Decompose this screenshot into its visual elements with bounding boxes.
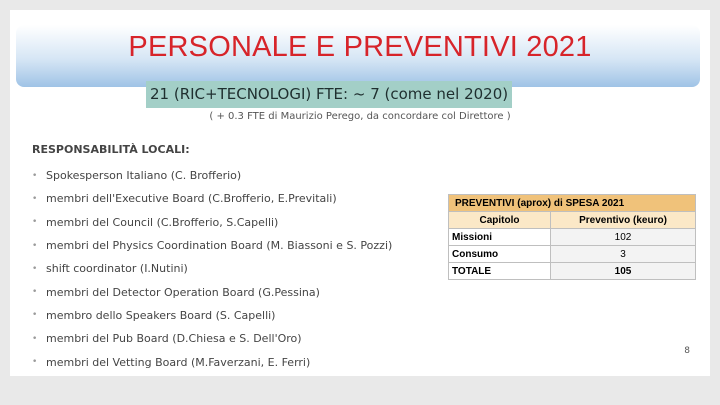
list-item: • membri del Vetting Board (M.Faverzani, E. Ferri): [32, 355, 311, 369]
table-row: [449, 246, 696, 263]
table-row: [449, 263, 696, 280]
row-label: TOTALE: [449, 263, 551, 280]
responsibilities-list: [32, 164, 392, 374]
row-label: Missioni: [449, 229, 551, 246]
fte-note: ( + 0.3 FTE di Maurizio Perego, da concordare col Direttore ): [209, 111, 511, 122]
bullet-icon: •: [32, 333, 38, 344]
column-header-capitolo: Capitolo: [449, 212, 551, 229]
responsibilities-heading: RESPONSABILITÀ LOCALI:: [32, 143, 190, 156]
bullet-icon: •: [32, 170, 38, 181]
bullet-icon: •: [32, 240, 38, 251]
row-value: 105: [551, 263, 696, 280]
table-header-row: [449, 212, 696, 229]
list-item: • membri del Council (C.Brofferio, S.Capelli): [32, 215, 279, 229]
page-number: 8: [684, 346, 690, 356]
list-item: • membri del Physics Coordination Board (M. Biassoni e S. Pozzi): [32, 239, 393, 253]
list-item: • shift coordinator (I.Nutini): [32, 262, 188, 276]
bullet-icon: •: [32, 287, 38, 298]
list-item: • membri dell'Executive Board (C.Brofferio, E.Previtali): [32, 192, 337, 206]
list-item: • Spokesperson Italiano (C. Brofferio): [32, 169, 242, 183]
budget-caption: PREVENTIVI (aprox) di SPESA 2021: [449, 195, 696, 212]
bullet-icon: •: [32, 357, 38, 368]
table-caption-row: [449, 195, 696, 212]
row-label: Consumo: [449, 246, 551, 263]
list-item: • membro dello Speakers Board (S. Capelli): [32, 308, 276, 322]
row-value: 102: [551, 229, 696, 246]
slide: [10, 10, 710, 376]
list-item: • membri del Pub Board (D.Chiesa e S. Dell'Oro): [32, 332, 302, 346]
bullet-icon: •: [32, 193, 38, 204]
bullet-icon: •: [32, 310, 38, 321]
bullet-icon: •: [32, 263, 38, 274]
fte-highlight: 21 (RIC+TECNOLOGI) FTE: ~ 7 (come nel 2020): [146, 81, 512, 108]
row-value: 3: [551, 246, 696, 263]
bullet-icon: •: [32, 217, 38, 228]
table-row: [449, 229, 696, 246]
budget-table: [448, 194, 696, 280]
slide-title: PERSONALE E PREVENTIVI 2021: [128, 31, 592, 63]
list-item: • membri del Detector Operation Board (G.Pessina): [32, 285, 320, 299]
column-header-preventivo: Preventivo (keuro): [551, 212, 696, 229]
